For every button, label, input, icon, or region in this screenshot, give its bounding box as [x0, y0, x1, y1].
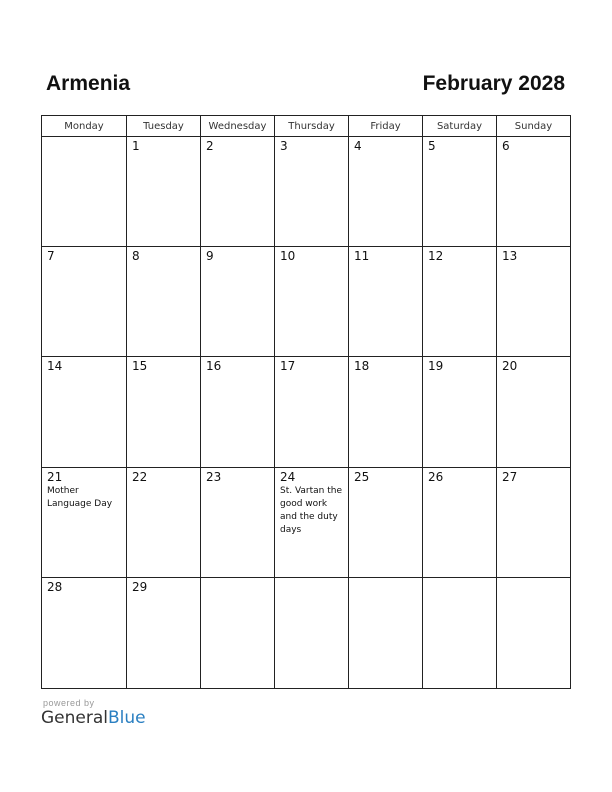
- day-cell: [497, 578, 570, 688]
- day-number: 27: [502, 469, 518, 484]
- day-number: 23: [206, 469, 222, 484]
- day-number: 16: [206, 359, 222, 374]
- day-number: 11: [354, 249, 370, 264]
- day-cell: [127, 137, 201, 247]
- day-number: 4: [354, 139, 362, 153]
- day-cell: [349, 468, 423, 578]
- day-cell: [127, 468, 201, 578]
- day-cell: [423, 357, 497, 467]
- brand-blue: Blue: [108, 708, 146, 728]
- brand-general: General: [41, 708, 108, 728]
- day-cell: [127, 578, 201, 688]
- country-title: Armenia: [46, 72, 131, 95]
- day-cell: [497, 247, 570, 357]
- day-number: 14: [47, 359, 63, 374]
- day-number: 12: [428, 249, 444, 264]
- day-cell: [201, 578, 275, 688]
- day-cell: [127, 357, 201, 467]
- day-number: 8: [132, 249, 140, 264]
- day-cell: [42, 578, 127, 688]
- day-cell: [201, 357, 275, 467]
- day-number: 21: [47, 469, 63, 484]
- day-cell: [275, 357, 349, 467]
- day-number: 5: [428, 139, 436, 153]
- day-cell: [42, 357, 127, 467]
- day-cell: [42, 468, 127, 578]
- day-cell: [423, 247, 497, 357]
- day-number: 19: [428, 359, 444, 374]
- weekday-header-friday: Friday: [349, 116, 423, 137]
- generalblue-logo[interactable]: [41, 708, 146, 728]
- day-number: 15: [132, 359, 148, 374]
- day-cell: [201, 468, 275, 578]
- day-number: 29: [132, 579, 148, 594]
- day-number: 6: [502, 139, 510, 153]
- day-cell: [127, 247, 201, 357]
- day-number: 9: [206, 249, 214, 264]
- day-cell: [42, 247, 127, 357]
- month-title: February 2028: [422, 72, 565, 95]
- day-number: 22: [132, 469, 148, 484]
- weekday-header-wednesday: Wednesday: [201, 116, 275, 137]
- day-cell: [275, 247, 349, 357]
- day-cell: [42, 137, 127, 247]
- weekday-header-sunday: Sunday: [497, 116, 570, 137]
- day-cell: [423, 468, 497, 578]
- day-number: 18: [354, 359, 370, 374]
- holiday-label: Mother Language Day: [47, 485, 113, 509]
- day-number: 10: [280, 249, 296, 264]
- day-cell: [497, 468, 570, 578]
- day-number: 26: [428, 469, 444, 484]
- day-cell: [275, 137, 349, 247]
- day-cell: [201, 137, 275, 247]
- day-number: 7: [47, 249, 55, 264]
- weekday-header-tuesday: Tuesday: [127, 116, 201, 137]
- day-number: 24: [280, 469, 296, 484]
- day-number: 28: [47, 579, 63, 594]
- day-cell: [349, 247, 423, 357]
- holiday-label: St. Vartan the good work and the duty days: [280, 485, 343, 535]
- day-number: 20: [502, 359, 518, 374]
- day-cell: [349, 578, 423, 688]
- day-cell: [497, 137, 570, 247]
- day-number: 17: [280, 359, 296, 374]
- day-number: 1: [132, 139, 140, 153]
- day-cell: [497, 357, 570, 467]
- day-cell: [201, 247, 275, 357]
- day-number: 13: [502, 249, 518, 264]
- day-cell: [275, 468, 349, 578]
- day-cell: [349, 357, 423, 467]
- weekday-header-monday: Monday: [42, 116, 127, 137]
- calendar-grid: [41, 115, 571, 689]
- weekday-header-saturday: Saturday: [423, 116, 497, 137]
- day-number: 2: [206, 139, 214, 153]
- day-number: 25: [354, 469, 370, 484]
- day-cell: [275, 578, 349, 688]
- day-number: 3: [280, 139, 288, 153]
- weekday-header-thursday: Thursday: [275, 116, 349, 137]
- powered-by-label: powered by: [43, 698, 95, 708]
- day-cell: [349, 137, 423, 247]
- day-cell: [423, 137, 497, 247]
- day-cell: [423, 578, 497, 688]
